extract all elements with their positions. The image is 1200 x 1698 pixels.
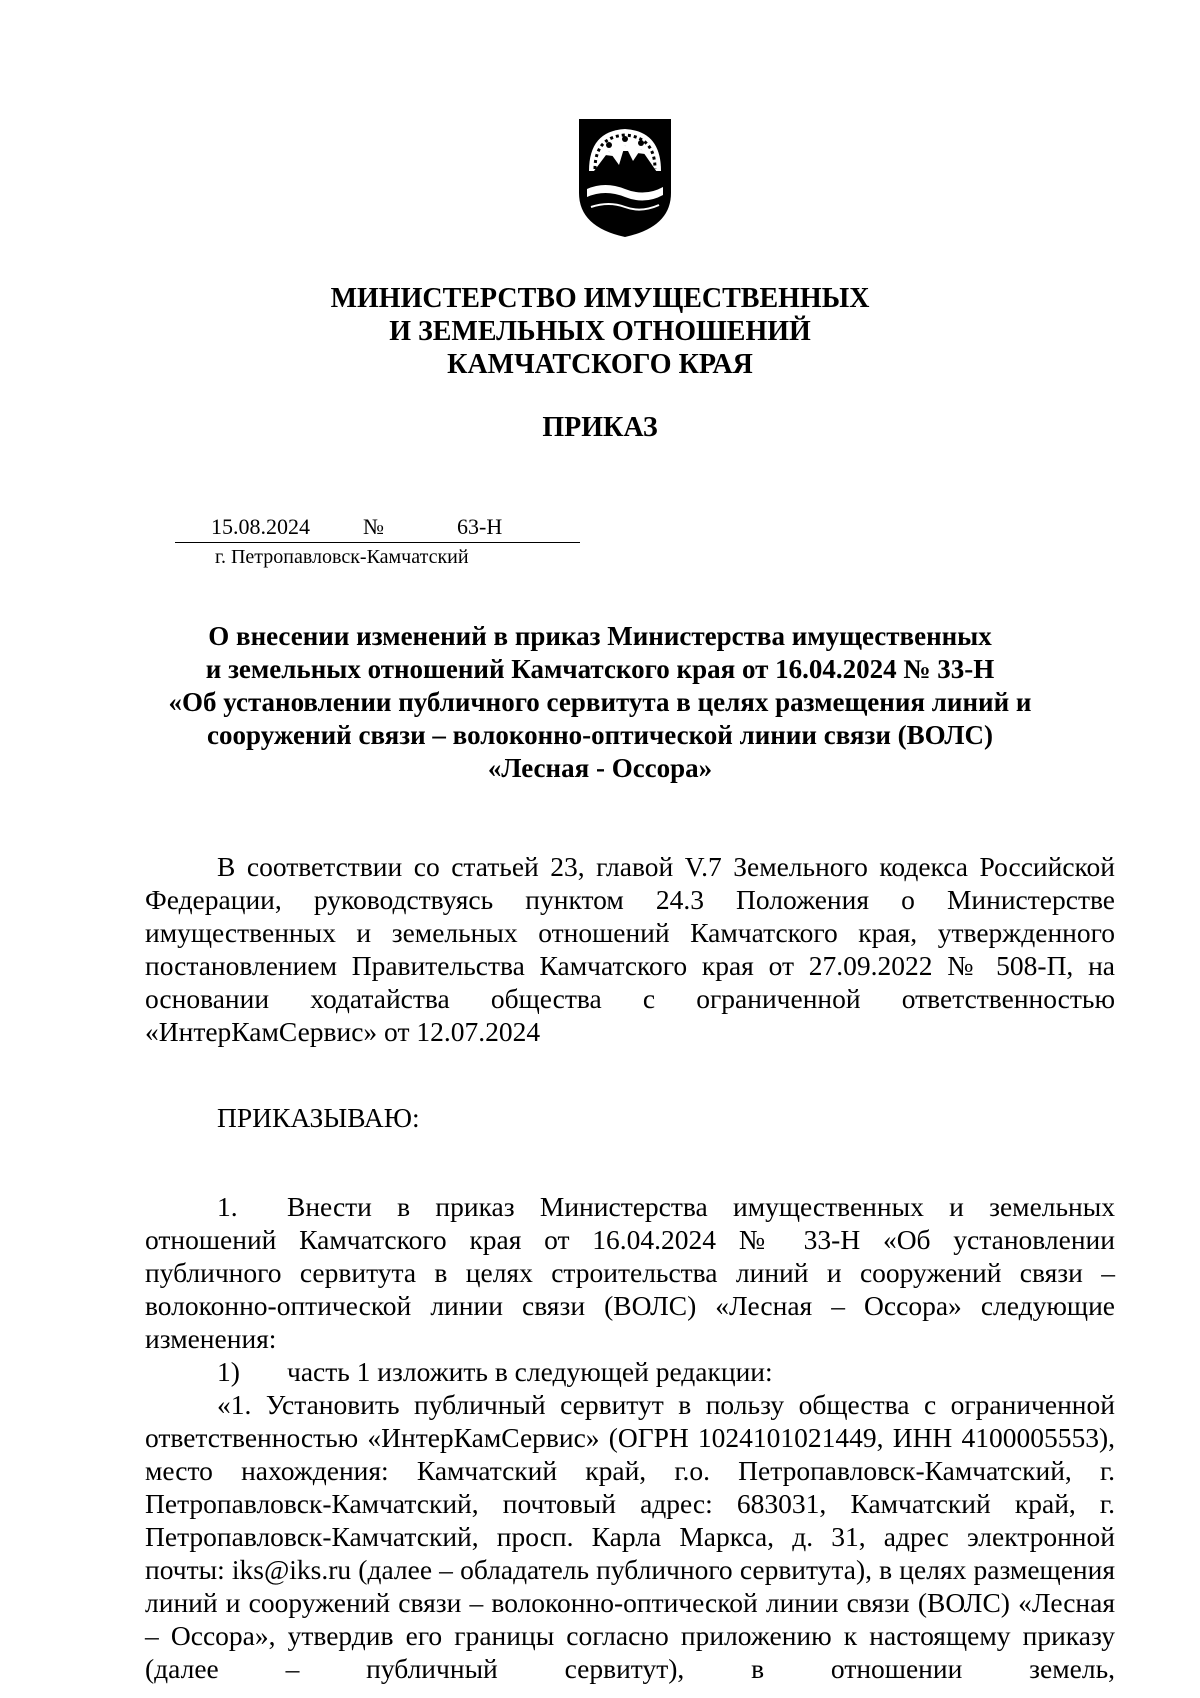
date-number-line <box>175 512 580 543</box>
number-sign: № <box>363 514 384 539</box>
document-subject <box>100 620 1100 785</box>
preamble-paragraph: В соответствии со статьей 23, главой V.7 Земельного кодекса Российской Федерации, руководствуясь пунктом 24.3 Положения о Министерстве имущественных и земельных отношений Камчатского края, утвержденного постановлением Правительства Камчатского края от 27.09.2022 № 508-П, на основании ходатайства общества с ограниченной ответственностью «ИнтерКамСервис» от 12.07.2024 <box>145 851 1115 1047</box>
item-1-number: 1. <box>217 1191 238 1222</box>
kamchatka-coat-of-arms-icon <box>575 115 675 240</box>
order-word: ПРИКАЗЫВАЮ: <box>217 1102 420 1133</box>
order-number: 63-Н <box>457 514 503 539</box>
ministry-line-1: МИНИСТЕРСТВО ИМУЩЕСТВЕННЫХ <box>330 283 870 314</box>
ministry-name <box>0 282 1200 381</box>
subject-line-1: О внесении изменений в приказ Министерства имущественных <box>208 621 992 651</box>
subject-line-4: сооружений связи – волоконно-оптической линии связи (ВОЛС) <box>207 720 993 750</box>
item-1-paragraph <box>145 1190 1115 1355</box>
subitem-1-paragraph <box>145 1355 1115 1388</box>
subitem-1-number: 1) <box>217 1356 240 1387</box>
subject-line-2: и земельных отношений Камчатского края от 16.04.2024 № 33-Н <box>205 654 995 684</box>
subject-line-3: «Об установлении публичного сервитута в целях размещения линий и <box>168 687 1032 717</box>
city: г. Петропавловск-Камчатский <box>215 546 469 568</box>
order-date: 15.08.2024 <box>211 514 310 539</box>
quote-paragraph: «1. Установить публичный сервитут в пользу общества с ограниченной ответственностью «ИнтерКамСервис» (ОГРН 1024101021449, ИНН 4100005553), место нахождения: Камчатский край, г.о. Петропавловск-Камчатский, г. Петропавловск-Камчатский, почтовый адрес: 683031, Камчатский край, г. Петропавловск-Камчатский, просп. Карла Маркса, д. 31, адрес электронной почты: iks@iks.ru (далее – обладатель публичного сервитута), в целях размещения линий и сооружений связи – волоконно-оптической линии связи (ВОЛС) «Лесная – Оссора», утвердив его границы согласно приложению к настоящему приказу (далее – публичный сервитут), в отношении земель, <box>145 1389 1115 1684</box>
document-type: ПРИКАЗ <box>542 412 658 443</box>
subitem-1-text: часть 1 изложить в следующей редакции: <box>287 1356 773 1387</box>
ministry-line-3: КАМЧАТСКОГО КРАЯ <box>447 349 753 380</box>
document-body <box>145 850 1115 1685</box>
item-1-text: Внести в приказ Министерства имущественных и земельных отношений Камчатского края от 16.04.2024 № 33-Н «Об установлении публичного сервитута в целях строительства линий и сооружений связи – волоконно-оптической линии связи (ВОЛС) «Лесная – Оссора» следующие изменения: <box>145 1191 1115 1354</box>
ministry-line-2: И ЗЕМЕЛЬНЫХ ОТНОШЕНИЙ <box>389 316 811 347</box>
subject-line-5: «Лесная - Оссора» <box>487 753 713 783</box>
